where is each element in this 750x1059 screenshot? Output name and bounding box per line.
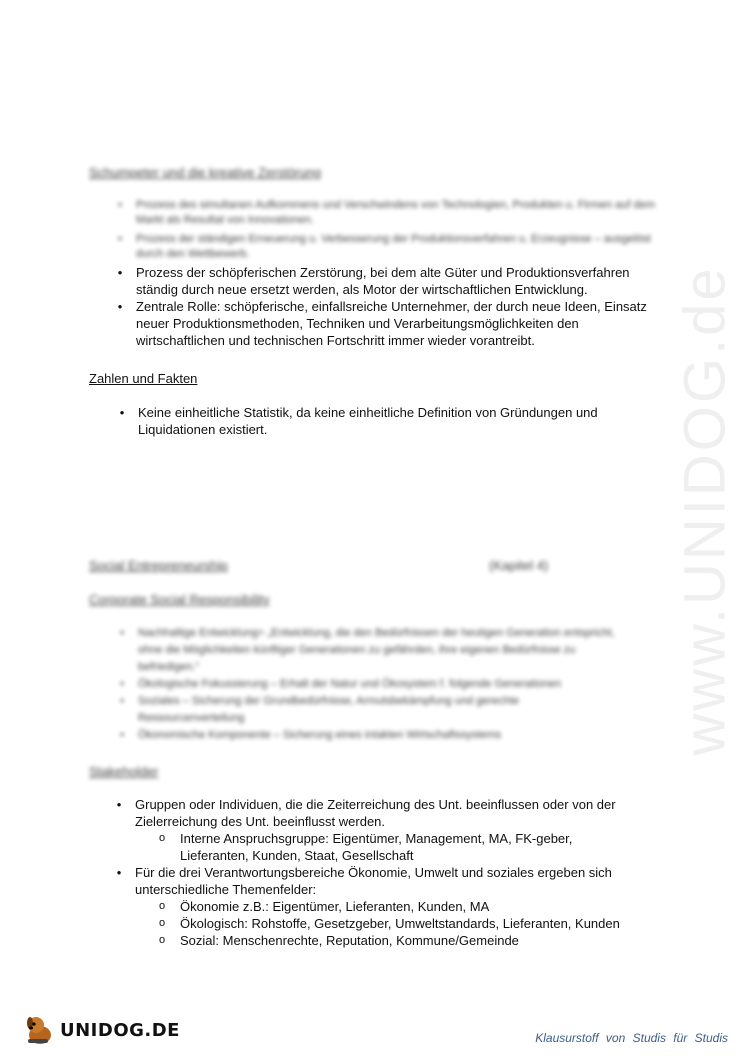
sub-list-item: o Ökonomie z.B.: Eigentümer, Lieferanten, Kunden, MA bbox=[158, 899, 490, 914]
bullet-icon: • bbox=[118, 233, 122, 245]
dog-mascot-icon bbox=[22, 1013, 56, 1047]
chapter-reference: (Kapitel 4) bbox=[489, 558, 549, 573]
bullet-icon: • bbox=[117, 265, 123, 280]
watermark bbox=[640, 264, 750, 756]
circle-bullet-icon: o bbox=[158, 900, 166, 912]
sub-list-item: o Interne Anspruchsgruppe: Eigentümer, Management, MA, FK-geber, Lieferanten, Kunden, Staat, Gesellschaft bbox=[158, 831, 573, 863]
circle-bullet-icon: o bbox=[158, 832, 166, 844]
bullet-icon: • bbox=[120, 729, 124, 741]
list-item: • Ökonomische Komponente – Sicherung eines intakten Wirtschaftssystems bbox=[138, 727, 628, 744]
csr-list bbox=[120, 625, 628, 744]
sub-list-item: o Sozial: Menschenrechte, Reputation, Kommune/Gemeinde bbox=[158, 933, 519, 948]
list-item: • Nachhaltige Entwicklung= „Entwicklung, die den Bedürfnissen der heutigen Generation entspricht, ohne die Möglichkeiten künftiger Generationen zu gefährden, ihre eigenen Bedürfnisse zu befriedigen.“ bbox=[138, 625, 628, 676]
list-item: • Gruppen oder Individuen, die die Zeiterreichung des Unt. beeinflussen oder von der Zielerreichung des Unt. beeinflusst werden. o Interne Anspruchsgruppe: Eigentümer, Management, MA, FK-geber, Lieferanten, Kunden, Staat, Gesellschaft bbox=[135, 796, 635, 864]
circle-bullet-icon: o bbox=[158, 934, 166, 946]
schumpeter-list bbox=[117, 198, 661, 349]
section-heading-schumpeter: Schumpeter und die kreative Zerstörung bbox=[89, 165, 321, 180]
bullet-icon: • bbox=[120, 627, 124, 639]
bullet-icon: • bbox=[117, 299, 123, 314]
bullet-icon: • bbox=[118, 199, 122, 211]
stakeholder-list bbox=[116, 796, 635, 949]
footer-tagline: Klausurstoff von Studis für Studis bbox=[535, 1031, 728, 1045]
bullet-icon: • bbox=[120, 695, 124, 707]
sub-list-item: o Ökologisch: Rohstoffe, Gesetzgeber, Umweltstandards, Lieferanten, Kunden bbox=[158, 916, 620, 931]
list-item: • Zentrale Rolle: schöpferische, einfallsreiche Unternehmer, der durch neue Ideen, Einsatz neuer Produktionsmethoden, Techniken und Verarbeitungsmöglichkeiten den wirtschaftlichen und technischen Fortschritt immer wieder vorantreibt. bbox=[136, 298, 661, 349]
list-item: • Soziales – Sicherung der Grundbedürfnisse, Armutsbekämpfung und gerechte Ressourcenverteilung bbox=[138, 693, 628, 727]
bullet-icon: • bbox=[116, 865, 122, 880]
list-item: • Ökologische Fokussierung – Erhalt der Natur und Ökosystem f. folgende Generationen bbox=[138, 676, 628, 693]
circle-bullet-icon: o bbox=[158, 917, 166, 929]
bullet-icon: • bbox=[119, 405, 125, 420]
zahlen-list bbox=[119, 404, 608, 438]
bullet-icon: • bbox=[116, 797, 122, 812]
unidog-logo[interactable] bbox=[22, 1012, 180, 1048]
list-item: • Prozess der schöpferischen Zerstörung, bei dem alte Güter und Produktionsverfahren ständig durch neue ersetzt werden, als Motor der wirtschaftlichen Entwicklung. bbox=[136, 264, 661, 298]
section-heading-stakeholder: Stakeholder bbox=[89, 764, 159, 779]
bullet-icon: • bbox=[120, 678, 124, 690]
list-item: • Keine einheitliche Statistik, da keine einheitliche Definition von Gründungen und Liquidationen existiert. bbox=[138, 404, 608, 438]
logo-text: UNIDOG.DE bbox=[60, 1019, 180, 1041]
section-heading-social: Social Entrepreneurship bbox=[89, 558, 228, 573]
subheading-csr: Corporate Social Responsibility bbox=[89, 592, 270, 607]
list-item: • Prozess des simultanen Aufkommens und Verschwindens von Technologien, Produkten u. Firmen auf dem Markt als Resultat von Innovationen. bbox=[136, 198, 661, 228]
list-item: • Für die drei Verantwortungsbereiche Ökonomie, Umwelt und soziales ergeben sich unterschiedliche Themenfelder: o Ökonomie z.B.: Eigentümer, Lieferanten, Kunden, MA o Ökologisch: Rohstoffe, Gesetzgeber, Umweltstandards, Lieferanten, Kunden o Sozial: Menschenrechte, Reputation, Kommune/Gemeinde bbox=[135, 864, 635, 949]
list-item: • Prozess der ständigen Erneuerung u. Verbesserung der Produktionsverfahren u. Erzeugnisse – ausgelöst durch den Wettbewerb. bbox=[136, 232, 661, 262]
watermark-text: www.UNIDOG.de bbox=[672, 264, 738, 756]
section-heading-zahlen: Zahlen und Fakten bbox=[89, 371, 198, 386]
